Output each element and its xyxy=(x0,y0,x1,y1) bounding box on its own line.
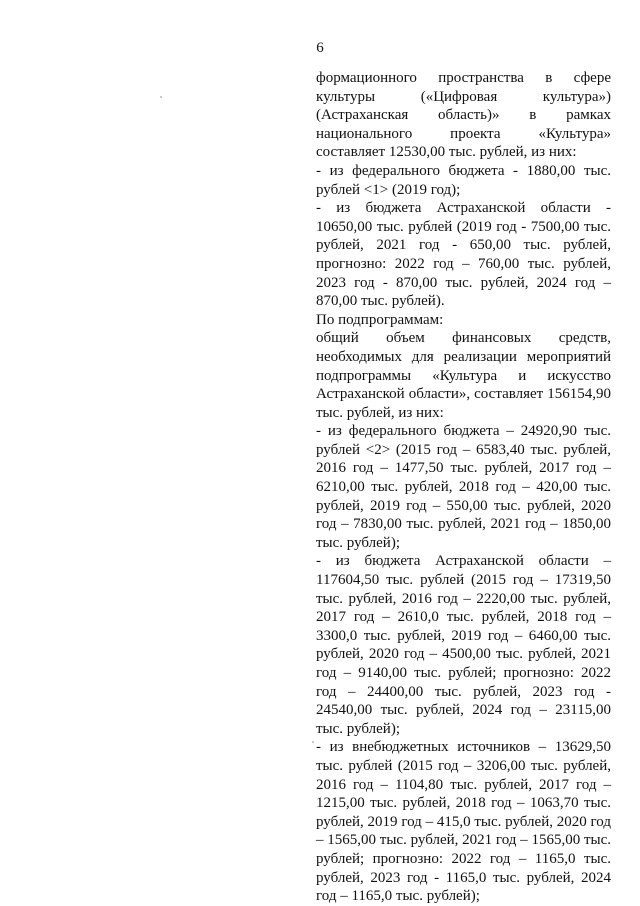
scan-speck xyxy=(160,96,162,98)
paragraph: - из бюджета Астраханской области - 10650,00 тыс. рублей (2019 год - 7500,00 тыс. рублей, 2021 год - 650,00 тыс. рублей, прогнозно: 2022 год – 760,00 тыс. рублей, 2023 год - 870,00 тыс. рублей, 2024 год – 870,00 тыс. рублей). xyxy=(316,200,611,310)
paragraph: - из внебюджетных источников – 13629,50 тыс. рублей (2015 год – 3206,00 тыс. рублей, 2016 год – 1104,80 тыс. рублей, 2017 год – 1215,00 тыс. рублей, 2018 год – 1063,70 тыс. рублей, 2019 год – 415,0 тыс. рублей, 2020 год – 1565,00 тыс. рублей, 2021 год – 1565,00 тыс. рублей; прогнозно: 2022 год – 1165,0 тыс. рублей, 2023 год - 1165,0 тыс. рублей, 2024 год – 1165,0 тыс. рублей); xyxy=(316,739,611,905)
paragraph: - из федерального бюджета - 1880,00 тыс. рублей <1> (2019 год); xyxy=(316,162,611,198)
paragraph: - из федерального бюджета – 24920,90 тыс. рублей <2> (2015 год – 6583,40 тыс. рублей, 2016 год – 1477,50 тыс. рублей, 2017 год – 6210,00 тыс. рублей, 2018 год – 420,00 тыс. рублей, 2019 год – 550,00 тыс. рублей, 2020 год – 7830,00 тыс. рублей, 2021 год – 1850,00 тыс. рублей); xyxy=(316,423,611,551)
paragraph: общий объем финансовых средств, необходимых для реализации мероприятий подпрограммы «Культура и искусство Астраханской области», составляет 156154,90 тыс. рублей, из них: xyxy=(316,330,611,421)
paragraph: По подпрограммам: xyxy=(316,311,444,328)
paragraph: формационного пространства в сфере культуры («Цифровая культура») (Астраханская область)» в рамках национального проекта «Культура» составляет 12530,00 тыс. рублей, из них: xyxy=(316,70,611,161)
scan-speck xyxy=(312,741,314,743)
body-text xyxy=(316,69,611,906)
page-number: 6 xyxy=(316,40,324,56)
paragraph: - из бюджета Астраханской области – 117604,50 тыс. рублей (2015 год – 17319,50 тыс. рублей, 2016 год – 2220,00 тыс. рублей, 2017 год – 2610,0 тыс. рублей, 2018 год – 3300,0 тыс. рублей, 2019 год – 6460,00 тыс. рублей, 2020 год – 4500,00 тыс. рублей, 2021 год – 9140,00 тыс. рублей; прогнозно: 2022 год – 24400,00 тыс. рублей, 2023 год - 24540,00 тыс. рублей, 2024 год – 23115,00 тыс. рублей); xyxy=(316,553,611,737)
